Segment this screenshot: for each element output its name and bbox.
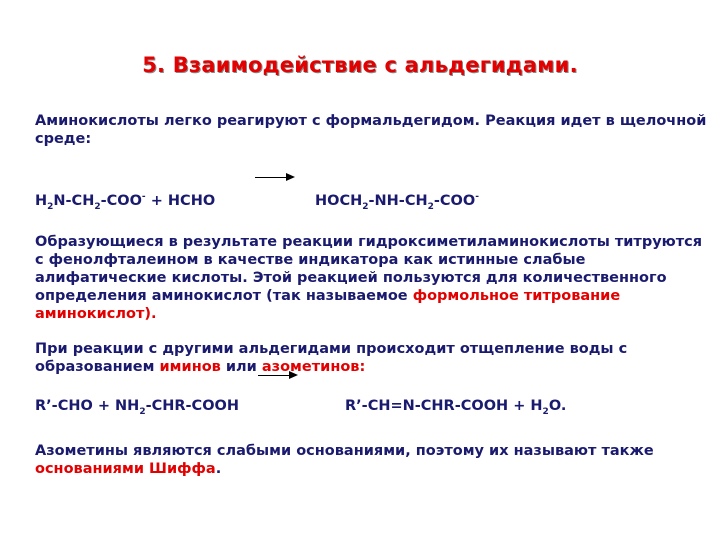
reaction-arrow-icon — [258, 375, 296, 376]
reaction1-text: HOCH — [315, 193, 363, 209]
reaction2-text: R’-CHO + NH — [35, 398, 140, 414]
reaction1-text: N-CH — [53, 193, 95, 209]
paragraph-imines — [35, 340, 715, 376]
reaction2-reactants — [35, 398, 239, 417]
highlight-term: азометинов: — [261, 359, 366, 375]
reaction1-text: H — [35, 193, 48, 209]
subscript: 2 — [362, 201, 369, 212]
slide-title: 5. Взаимодействие с альдегидами. — [142, 53, 578, 77]
subscript: 2 — [427, 201, 434, 212]
subscript: 2 — [94, 201, 101, 212]
intro-paragraph: Аминокислоты легко реагируют с формальдегидом. Реакция идет в щелочной среде: — [35, 113, 707, 147]
subscript: 2 — [542, 406, 549, 417]
reaction2-text: -CHR-COOH — [145, 398, 239, 414]
superscript: - — [141, 192, 146, 203]
reaction2-text: R’-CH=N-CHR-COOH + H — [345, 398, 543, 414]
highlight-term: формольное титрование аминокислот). — [35, 288, 621, 322]
paragraph-text: Азометины являются слабыми основаниями, поэтому их называют также — [35, 443, 654, 459]
paragraph-schiff — [35, 442, 715, 478]
paragraph-titration — [35, 233, 715, 323]
paragraph-text: или — [220, 359, 262, 375]
reaction1-text: -COO — [433, 193, 476, 209]
paragraph-text: При реакции с другими альдегидами происходит отщепление воды с образованием — [35, 341, 628, 375]
highlight-term: основаниями Шиффа — [35, 461, 216, 477]
reaction1-text: -COO — [100, 193, 142, 209]
reaction2-products — [345, 398, 567, 417]
reaction1-reactants — [35, 192, 216, 212]
reaction2-text: O. — [548, 398, 567, 414]
superscript: - — [475, 192, 479, 203]
reaction1-text: -NH-CH — [368, 193, 428, 209]
paragraph-text: . — [215, 461, 222, 477]
highlight-term: иминов — [159, 359, 221, 375]
subscript: 2 — [47, 201, 54, 212]
paragraph-text: Образующиеся в результате реакции гидроксиметиламинокислоты титруются с фенолфталеином в качестве индикатора как истинные слабые алифатические кислоты. Этой реакцией пользуются для количественного определения аминокислот (так называемое — [35, 234, 703, 304]
reaction1-products — [315, 192, 479, 212]
subscript: 2 — [139, 406, 146, 417]
reaction1-text: + HCHO — [145, 193, 216, 209]
reaction-arrow-icon — [255, 177, 293, 178]
